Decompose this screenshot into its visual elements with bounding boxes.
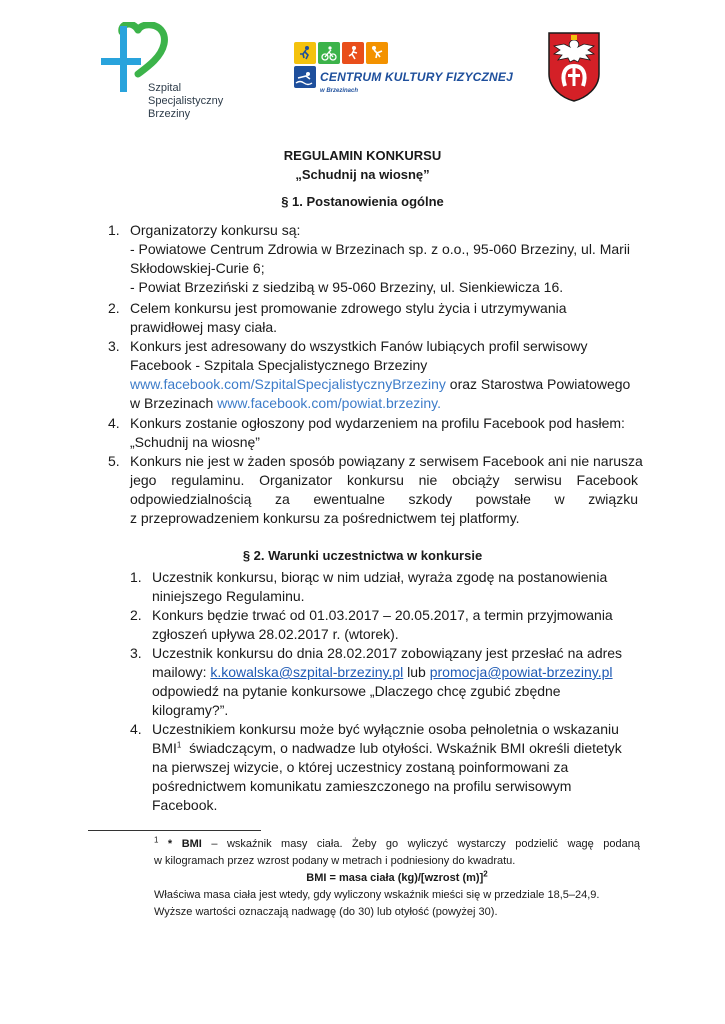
- footnote-line: [154, 836, 640, 853]
- footnote-divider: [88, 830, 261, 831]
- list-item: [152, 568, 607, 606]
- section1-heading: § 1. Postanowienia ogólne: [281, 194, 444, 209]
- facebook-hospital-link[interactable]: www.facebook.com/SzpitalSpecjalistycznyBrzeziny: [130, 376, 446, 392]
- footnote-ref[interactable]: 1: [176, 740, 182, 750]
- list-item-line: - Powiatowe Centrum Zdrowia w Brzezinach sp. z o.o., 95-060 Brzeziny, ul. Marii: [130, 241, 631, 257]
- email-link-powiat[interactable]: promocja@powiat-brzeziny.pl: [429, 664, 613, 680]
- list-item-line: [152, 739, 622, 758]
- list-item: [152, 606, 613, 644]
- list-item-line: Uczestnikiem konkursu może być wyłącznie osoba pełnoletnia o wskazaniu: [152, 721, 619, 737]
- document-title: REGULAMIN KONKURSU: [283, 148, 442, 163]
- list-number: 4.: [130, 721, 142, 737]
- list-number: 3.: [108, 338, 120, 354]
- list-item-line: Organizatorzy konkursu są:: [130, 222, 301, 238]
- list-item-line: odpowiedź na pytanie konkursowe „Dlaczego chcę zgubić zbędne: [152, 683, 561, 699]
- cyclist-icon: [318, 42, 340, 64]
- list-item: [130, 221, 630, 297]
- ckf-title: CENTRUM KULTURY FIZYCZNEJ: [320, 70, 514, 84]
- footnote-star: *: [158, 838, 182, 850]
- hospital-name: [148, 82, 223, 121]
- document-subtitle: „Schudnij na wiosnę”: [295, 167, 430, 182]
- list-item-line: Uczestnik konkursu, biorąc w nim udział, wyraża zgodę na postanowienia: [152, 569, 608, 585]
- list-item-line: niniejszego Regulaminu.: [152, 588, 305, 604]
- list-item-line: na pierwszej wizycie, o której uczestnicy zostaną poinformowani za: [152, 759, 569, 775]
- list-item-line: kilogramy?”.: [152, 702, 229, 718]
- bmi-formula: BMI = masa ciała (kg)/[wzrost (m)]: [306, 872, 484, 884]
- list-item-line: „Schudnij na wiosnę”: [130, 434, 260, 450]
- list-item: [152, 720, 622, 815]
- list-item-line: Konkurs jest adresowany do wszystkich Fanów lubiących profil serwisowy: [130, 338, 588, 354]
- runner-icon: [294, 42, 316, 64]
- footnote-mark: 1: [154, 835, 159, 845]
- list-item-line: Skłodowskiej-Curie 6;: [130, 260, 265, 276]
- swimmer-icon: [294, 66, 316, 88]
- list-number: 1.: [108, 222, 120, 238]
- list-number: 1.: [130, 569, 142, 585]
- facebook-powiat-link[interactable]: www.facebook.com/powiat.brzeziny.: [217, 395, 441, 411]
- link-leading-text: w Brzezinach: [130, 395, 218, 411]
- bmi-term: BMI: [152, 740, 177, 756]
- list-number: 4.: [108, 415, 120, 431]
- list-item-line: zgłoszeń upływa 28.02.2017 r. (wtorek).: [152, 626, 399, 642]
- list-item-text: świadczącym, o nadwadze lub otyłości. Wskaźnik BMI określi dietetyk: [181, 740, 622, 756]
- list-item-line: z przeprowadzeniem konkursu za pośrednictwem tej platformy.: [130, 510, 520, 526]
- list-item-line: jego regulaminu. Organizator konkursu nie obciąży serwisu Facebook: [130, 472, 638, 488]
- email-lead-text: mailowy:: [152, 664, 211, 680]
- email-link-hospital[interactable]: k.kowalska@szpital-brzeziny.pl: [210, 664, 404, 680]
- footnote-text: – wskaźnik masy ciała. Żeby go wyliczyć wystarczy podzielić wagę podaną: [201, 838, 640, 850]
- footnote-line: w kilogramach przez wzrost podany w metrach i podniesiony do kwadratu.: [154, 855, 516, 867]
- hospital-name-line: Specjalistyczny: [148, 95, 224, 107]
- list-item: [130, 452, 643, 528]
- list-item-line: Facebook.: [152, 797, 218, 813]
- list-item-line: [130, 375, 630, 394]
- footnote: [154, 836, 640, 921]
- list-item-line: Konkurs będzie trwać od 01.03.2017 – 20.05.2017, a termin przyjmowania: [152, 607, 613, 623]
- ckf-logo: [294, 42, 514, 98]
- list-item-line: pośrednictwem komunikatu zamieszczonego na profilu serwisowym: [152, 778, 572, 794]
- footnote-line: Wyższe wartości oznaczają nadwagę (do 30) lub otyłość (powyżej 30).: [154, 906, 498, 918]
- list-number: 5.: [108, 453, 120, 469]
- section2-heading: § 2. Warunki uczestnictwa w konkursie: [242, 548, 483, 563]
- hospital-name-line: Brzeziny: [148, 108, 191, 120]
- list-item-line: prawidłowej masy ciała.: [130, 319, 278, 335]
- list-number: 2.: [108, 300, 120, 316]
- list-item-line: [130, 394, 630, 413]
- list-number: 3.: [130, 645, 142, 661]
- formula-exponent: 2: [483, 869, 488, 879]
- list-item-line: - Powiat Brzeziński z siedzibą w 95-060 Brzeziny, ul. Sienkiewicza 16.: [130, 279, 564, 295]
- list-item-line: odpowiedzialnością za ewentualne szkody powstałe w związku: [130, 491, 638, 507]
- list-item-line: Konkurs nie jest w żaden sposób powiązany z serwisem Facebook ani nie narusza: [130, 453, 643, 469]
- list-item-line: [152, 663, 622, 682]
- hospital-name-line: Szpital: [148, 82, 182, 94]
- list-item: [152, 644, 622, 720]
- list-item: [130, 299, 567, 337]
- list-item-line: Celem konkursu jest promowanie zdrowego stylu życia i utrzymywania: [130, 300, 567, 316]
- footnote-line: Właściwa masa ciała jest wtedy, gdy wyliczony wskaźnik mieści się w przedziale 18,5–24,9.: [154, 889, 600, 901]
- list-item-line: Facebook - Szpitala Specjalistycznego Brzeziny: [130, 357, 428, 373]
- list-item: [130, 337, 630, 413]
- list-number: 2.: [130, 607, 142, 623]
- coat-of-arms-logo: [546, 30, 602, 102]
- footnote-term: BMI: [181, 838, 202, 850]
- eagle-crest-icon: [546, 30, 602, 102]
- link-trailing-text: oraz Starostwa Powiatowego: [445, 376, 631, 392]
- email-connector-text: lub: [403, 664, 430, 680]
- athlete-icon: [342, 42, 364, 64]
- list-item-line: Uczestnik konkursu do dnia 28.02.2017 zobowiązany jest przesłać na adres: [152, 645, 623, 661]
- ckf-subtitle: w Brzezinach: [320, 88, 359, 94]
- list-item: [130, 414, 625, 452]
- hospital-logo: [98, 22, 224, 122]
- list-item-line: Konkurs zostanie ogłoszony pod wydarzeniem na profilu Facebook pod hasłem:: [130, 415, 625, 431]
- footnote-formula: [154, 870, 640, 887]
- jumper-icon: [366, 42, 388, 64]
